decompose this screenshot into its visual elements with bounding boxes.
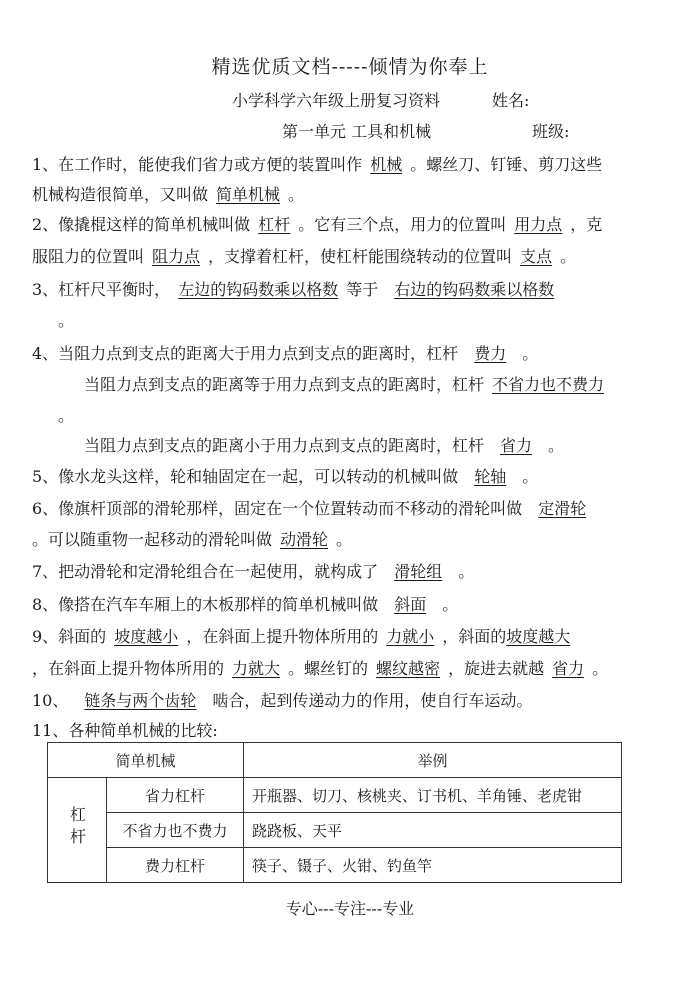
question-11: 11、各种简单机械的比较: <box>32 721 218 740</box>
answer-blank: 坡度越小 <box>114 627 179 646</box>
question-10: 10、 链条与两个齿轮 啮合，起到传递动力的作用，使自行车运动。 <box>32 691 533 710</box>
answer-blank: 力就小 <box>386 627 435 646</box>
answer-blank: 力就大 <box>232 659 281 678</box>
comparison-table <box>47 742 622 883</box>
answer-blank: 用力点 <box>514 215 563 234</box>
answer-blank: 滑轮组 <box>394 562 443 581</box>
answer-blank: 坡度越大 <box>506 627 571 646</box>
table-header-row <box>48 743 622 778</box>
question-4-line-2: 当阻力点到支点的距离等于用力点到支点的距离时，杠杆 不省力也不费力 <box>84 374 612 396</box>
table-row <box>48 778 622 813</box>
class-label: 班级: <box>532 122 570 141</box>
question-4-line-1: 4、当阻力点到支点的距离大于用力点到支点的距离时，杠杆 费力 。 <box>32 344 539 363</box>
question-9-line-1: 9、斜面的 坡度越小 ，在斜面上提升物体所用的 力就小 ，斜面的坡度越大 <box>32 627 571 646</box>
question-7: 7、把动滑轮和定滑轮组合在一起使用，就构成了 滑轮组 。 <box>32 562 475 581</box>
question-2-line-1: 2、像撬棍这样的简单机械叫做 杠杆 。它有三个点，用力的位置叫 用力点 ，克 <box>32 215 603 234</box>
answer-blank: 链条与两个齿轮 <box>84 691 197 710</box>
question-4-line-3: 。 <box>58 406 75 425</box>
question-3-line-1: 3、杠杆尺平衡时， 左边的钩码数乘以格数 等于 右边的钩码数乘以格数 <box>32 279 570 301</box>
course-title: 小学科学六年级上册复习资料 <box>232 91 441 110</box>
answer-blank: 支点 <box>520 247 553 266</box>
answer-blank: 动滑轮 <box>280 530 329 549</box>
answer-blank: 费力 <box>474 344 507 363</box>
table-row <box>48 813 622 848</box>
lever-examples: 开瓶器、切刀、核桃夹、订书机、羊角锤、老虎钳 <box>244 778 622 813</box>
question-2-line-2: 服阻力的位置叫 阻力点 ，支撑着杠杆，使杠杆能围绕转动的位置叫 支点 。 <box>32 247 577 266</box>
lever-type: 不省力也不费力 <box>107 813 244 848</box>
lever-group-label: 杠杆 <box>48 778 107 883</box>
answer-blank: 不省力也不费力 <box>492 375 605 394</box>
answer-blank: 定滑轮 <box>538 499 587 518</box>
question-3-line-2: 。 <box>58 311 75 330</box>
answer-blank: 省力 <box>500 436 533 455</box>
answer-blank: 阻力点 <box>152 247 201 266</box>
table-row <box>48 848 622 883</box>
unit-title: 第一单元 工具和机械 <box>282 122 432 141</box>
lever-examples: 筷子、镊子、火钳、钓鱼竿 <box>244 848 622 883</box>
question-5: 5、像水龙头这样，轮和轴固定在一起，可以转动的机械叫做 轮轴 。 <box>32 467 539 486</box>
answer-blank: 轮轴 <box>474 467 507 486</box>
question-1-line-1: 1、在工作时，能使我们省力或方便的装置叫作 机械 。螺丝刀、钉锤、剪刀这些 <box>32 155 603 174</box>
lever-examples: 跷跷板、天平 <box>244 813 622 848</box>
question-6-line-2: 。可以随重物一起移动的滑轮叫做 动滑轮 。 <box>32 530 353 549</box>
answer-blank: 斜面 <box>394 595 427 614</box>
question-6-line-1: 6、像旗杆顶部的滑轮那样，固定在一个位置转动而不移动的滑轮叫做 定滑轮 <box>32 498 602 520</box>
page-footer: 专心---专注---专业 <box>285 899 415 918</box>
answer-blank: 左边的钩码数乘以格数 <box>178 280 339 299</box>
lever-type: 省力杠杆 <box>107 778 244 813</box>
name-label: 姓名: <box>492 91 530 110</box>
answer-blank: 机械 <box>370 155 403 174</box>
question-4-line-4: 当阻力点到支点的距离小于用力点到支点的距离时，杠杆 省力 。 <box>84 436 565 455</box>
answer-blank: 杠杆 <box>258 215 291 234</box>
question-1-line-2: 机械构造很简单，又叫做 简单机械 。 <box>32 185 305 204</box>
page-header: 精选优质文档-----倾情为你奉上 <box>211 56 489 78</box>
answer-blank: 省力 <box>552 659 585 678</box>
answer-blank: 螺纹越密 <box>376 659 441 678</box>
answer-blank: 简单机械 <box>216 185 281 204</box>
question-8: 8、像搭在汽车车厢上的木板那样的简单机械叫做 斜面 。 <box>32 595 459 614</box>
answer-blank: 右边的钩码数乘以格数 <box>394 280 555 299</box>
table-header-machine: 简单机械 <box>48 743 244 778</box>
table-header-examples: 举例 <box>244 743 622 778</box>
lever-type: 费力杠杆 <box>107 848 244 883</box>
question-9-line-2: ，在斜面上提升物体所用的 力就大 。螺丝钉的 螺纹越密 ，旋进去就越 省力 。 <box>32 659 609 678</box>
